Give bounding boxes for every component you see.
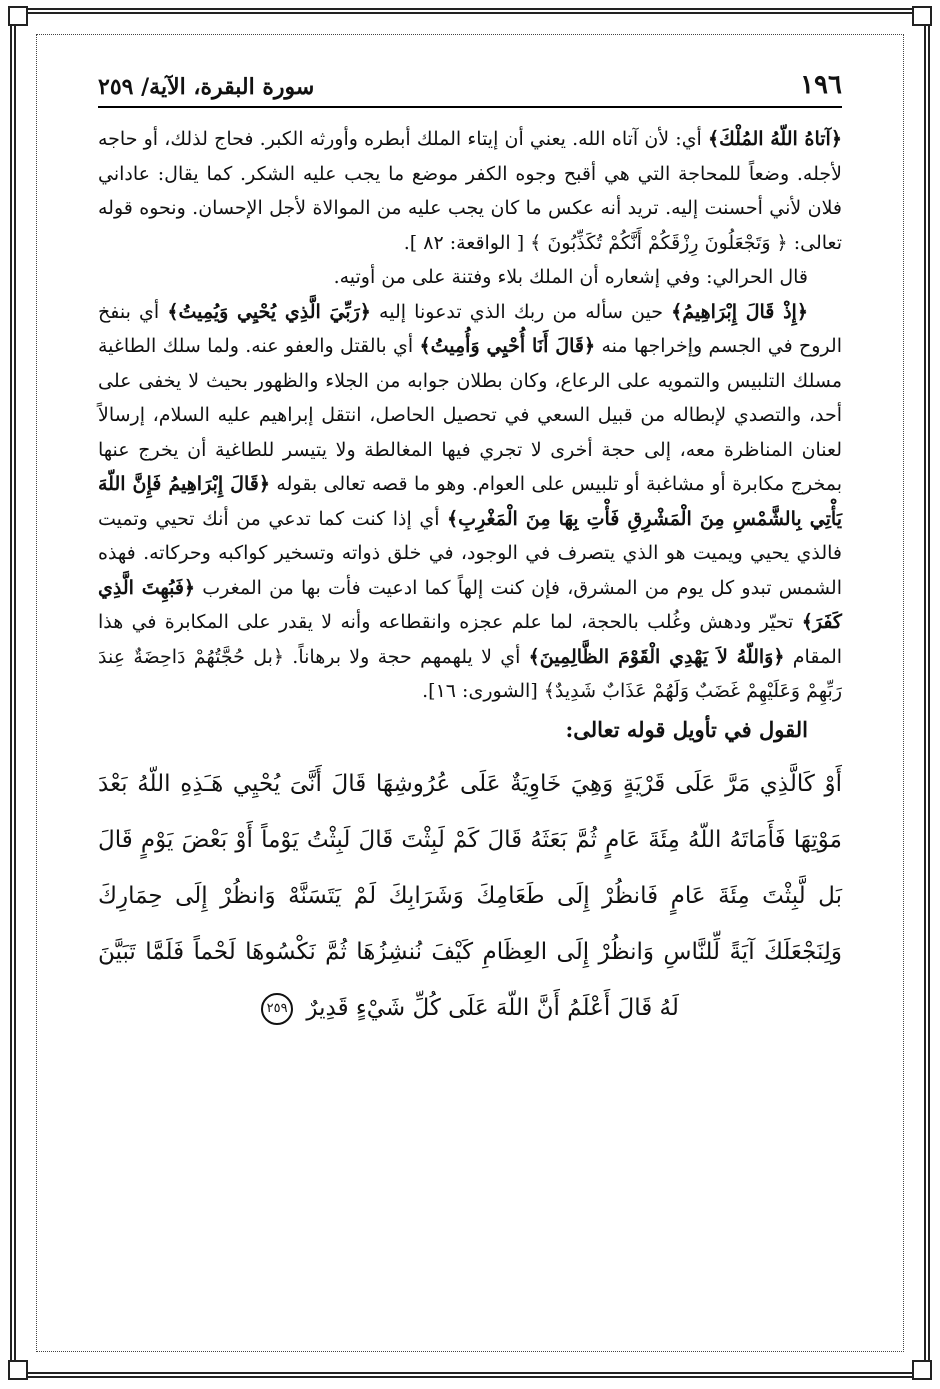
paragraph-text: أي بالقتل والعفو عنه. ولما سلك الطاغية مسلك التلبيس والتمويه على الرعاع، وكان بطلان جوابه من الجلاء والظهور بحيث لا يخفى على أحد، والتصدي لإبطاله من قبيل السعي في تحصيل الحاصل، انتقل إبراهيم عليه السلام، إرسالاً لعنان المناظرة معه، إلى حجة أخرى لا تجري فيها المغالطة ولا يتيسر للطاغية أن يخرج عنها بمخرج مكابرة أو مشاغبة أو تلبيس على العوام. وهو ما قصه تعالى بقوله <box>98 335 843 495</box>
paragraph-text: تحيّر ودهش وغُلب بالحجة، لما علم عجزه وانقطاعه وأنه لا يقدر على المكابرة في هذا المقام <box>98 611 843 668</box>
ayah-number-marker: ٢٥٩ <box>261 993 293 1025</box>
paragraph-3 <box>98 295 842 709</box>
quran-verse-block <box>98 756 842 1036</box>
paragraph-text: أي إذا كنت كما تدعي من أنك تحيي وتميت فالذي يحيي ويميت هو الذي يتصرف في الوجود، في خلق ذواته وتسخير كواكبه وحركاته. فهذه الشمس تبدو كل يوم من المشرق، فإن كنت إلهاً كما ادعيت فأت بها من المغرب <box>98 507 843 599</box>
border-corner-ornament <box>8 1360 28 1380</box>
paragraph-text: أي: لأن آتاه الله. يعني أن إيتاء الملك أبطره وأورثه الكبر. فحاج لذلك، أو حاجه لأجله. وضعاً للمحاجة التي هي أقبح وجوه الكفر موضع ما يجب عليه الشكر. كما يقال: عاداني فلان لأني أحسنت إليه. تريد أنه عكس ما كان يجب عليه من الموالاة لأجل الإحسان. ونحوه قوله تعالى: ﴿ وَتَجْعَلُونَ رِزْقَكُمْ أَنَّكُمْ تُكَذِّبُونَ ﴾ [ الواقعة: ٨٢ ]. <box>98 128 842 254</box>
border-corner-ornament <box>912 1360 932 1380</box>
verse-text: أَوْ كَالَّذِي مَرَّ عَلَى قَرْيَةٍ وَهِيَ خَاوِيَةٌ عَلَى عُرُوشِهَا قَالَ أَنَّىَ يُحْيِي هَـَذِهِ اللّهُ بَعْدَ مَوْتِهَا فَأَمَاتَهُ اللّهُ مِئَةَ عَامٍ ثُمَّ بَعَثَهُ قَالَ كَمْ لَبِثْتَ قَالَ لَبِثْتُ يَوْماً أَوْ بَعْضَ يَوْمٍ قَالَ بَل لَّبِثْتَ مِئَةَ عَامٍ فَانظُرْ إِلَى طَعَامِكَ وَشَرَابِكَ لَمْ يَتَسَنَّهْ وَانظُرْ إِلَى حِمَارِكَ وَلِنَجْعَلَكَ آيَةً لِّلنَّاسِ وَانظُرْ إِلَى العِظَامِ كَيْفَ نُنشِزُهَا ثُمَّ نَكْسُوهَا لَحْماً فَلَمَّا تَبَيَّنَ لَهُ قَالَ أَعْلَمُ أَنَّ اللّهَ عَلَى كُلِّ شَيْءٍ قَدِيرٌ <box>98 770 842 1021</box>
border-corner-ornament <box>912 6 932 26</box>
quran-quote: ﴿فَبُهِتَ الَّذِي كَفَرَ﴾ <box>98 576 842 633</box>
page-number: ١٩٦ <box>800 70 842 100</box>
quran-quote: ﴿رَبِّيَ الَّذِي يُحْيِي وَيُمِيتُ﴾ <box>167 300 371 323</box>
paragraph-text: قال الحرالي: وفي إشعاره أن الملك بلاء وفتنة على من أوتيه. <box>333 266 808 288</box>
quran-quote: ﴿وَاللّهُ لاَ يَهْدِي الْقَوْمَ الظَّالِمِينَ﴾ <box>528 645 785 668</box>
quran-quote: ﴿قَالَ إِبْرَاهِيمُ فَإِنَّ اللّهَ يَأْتِي بِالشَّمْسِ مِنَ الْمَشْرِقِ فَأْتِ بِهَا مِنَ الْمَغْرِبِ﴾ <box>98 473 843 530</box>
paragraph-text: حين سأله من ربك الذي تدعونا إليه <box>379 300 663 323</box>
border-corner-ornament <box>8 6 28 26</box>
quran-quote: ﴿آتاهُ اللّهُ المُلْكَ﴾ <box>708 128 842 150</box>
book-page <box>98 60 842 1329</box>
quran-quote: ﴿إِذْ قَالَ إِبْرَاهِيمُ﴾ <box>671 300 808 323</box>
running-title: سورة البقرة، الآية/ ٢٥٩ <box>98 74 315 100</box>
paragraph-2 <box>98 260 842 295</box>
paragraph-1 <box>98 122 842 260</box>
quote-text: آتاهُ اللّهُ المُلْكَ <box>719 128 831 150</box>
paragraph-text: أي لا يلهمهم حجة ولا برهاناً. ﴿بل حُجَّتُهُمْ دَاحِضَةٌ عِندَ رَبِّهِمْ وَعَلَيْهِمْ غَضَبٌ وَلَهُمْ عَذَابٌ شَدِيدٌ﴾ [الشورى: ١٦]. <box>98 645 842 702</box>
quran-quote: ﴿قَالَ أَنَا أُحْيِي وَأُمِيتُ﴾ <box>419 335 596 357</box>
paragraph-text: أي بنفخ الروح في الجسم وإخراجها منه <box>98 300 842 357</box>
section-heading: القول في تأويل قوله تعالى: <box>565 716 808 742</box>
commentary-body <box>98 122 842 709</box>
page-header <box>98 60 842 108</box>
